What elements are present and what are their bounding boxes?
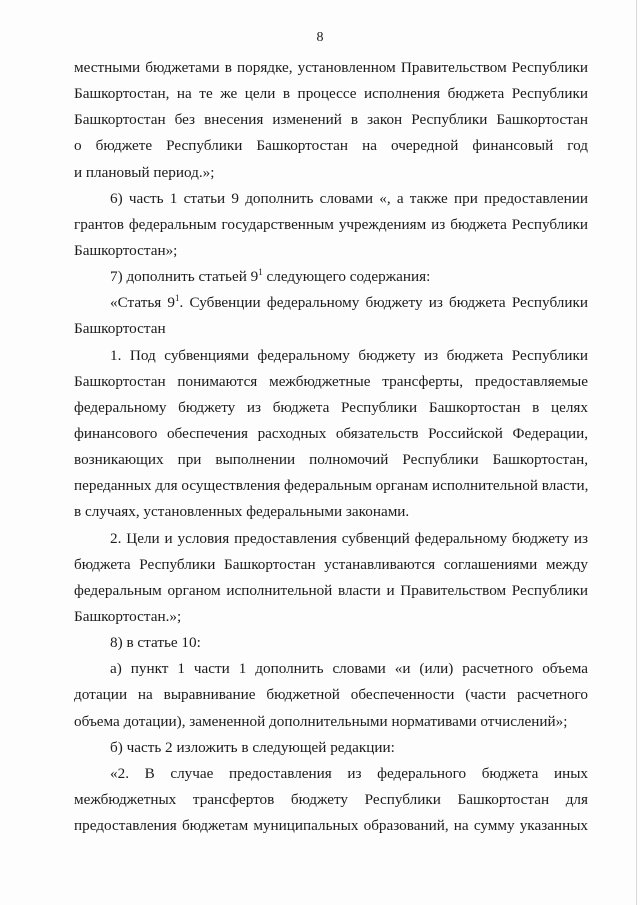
line-text: финансового обеспечения расходных обязательств Российской Федерации, [74,424,588,442]
text-line [74,369,588,395]
line-text: 2. Цели и условия предоставления субвенций федеральному бюджету из [110,529,588,547]
line-text: в случаях, установленных федеральными законами. [74,503,410,521]
text-line [74,81,588,107]
line-text: объема дотации), замененной дополнительными нормативами отчислений»; [74,712,568,730]
line-text: 6) часть 1 статьи 9 дополнить словами «, а также при предоставлении [110,189,588,207]
line-text: 1. Под субвенциями федеральному бюджету из бюджета Республики [110,346,588,364]
text-line [74,212,588,238]
line-text: Башкортостан.»; [74,607,182,625]
line-text: а) пункт 1 части 1 дополнить словами «и (или) расчетного объема [110,660,588,678]
superscript: 1 [175,293,180,304]
text-line [74,578,588,604]
line-text: грантов федеральным государственным учреждениям из бюджета Республики [74,215,588,233]
line-text: «Статья 9 [110,294,176,312]
line-text: местными бюджетами в порядке, установленном Правительством Республики [74,59,588,76]
superscript: 1 [258,267,263,278]
line-text-continued: следующего содержания: [262,268,431,286]
text-line [74,264,588,290]
line-text: переданных для осуществления федеральным органам исполнительной власти, [74,477,589,495]
page-edge [636,0,637,905]
document-body [74,55,588,839]
text-line [74,473,588,499]
text-line [74,552,588,578]
text-line [74,343,588,369]
text-line [74,238,588,264]
line-text: Башкортостан без внесения изменений в закон Республики Башкортостан [74,111,588,129]
text-line [74,186,588,212]
line-text: 8) в статье 10: [110,634,201,652]
line-text: дотации на выравнивание бюджетной обеспеченности (части расчетного [74,686,588,704]
line-text: предоставления бюджетам муниципальных образований, на сумму указанных [74,817,588,835]
text-line [74,447,588,473]
page-number: 8 [316,30,324,45]
line-text: межбюджетных трансфертов бюджету Республики Башкортостан для [74,790,588,808]
text-line [74,395,588,421]
text-line [74,709,588,735]
line-text: и плановый период.»; [74,163,215,181]
line-text: «2. В случае предоставления из федерального бюджета иных [110,764,588,782]
text-line [74,787,588,813]
text-line [74,656,588,682]
line-text: Башкортостан»; [74,241,178,259]
text-line [74,107,588,133]
text-line [74,735,588,761]
text-line [74,316,588,342]
text-line [74,604,588,630]
text-line [74,761,588,787]
line-text: федеральному бюджету из бюджета Республики Башкортостан в целях [74,398,588,416]
text-line [74,133,588,159]
line-text: возникающих при выполнении полномочий Республики Башкортостан, [74,451,588,469]
line-text: о бюджете Республики Башкортостан на очередной финансовый год [74,137,588,155]
text-line [74,290,588,316]
text-line [74,813,588,839]
line-text: Башкортостан [74,320,166,338]
text-line [74,499,588,525]
line-text-continued: . Субвенции федеральному бюджету из бюджета Республики [179,294,589,312]
text-line [74,160,588,186]
line-text: 7) дополнить статьей 9 [110,268,259,286]
text-line [74,55,588,81]
line-text: б) часть 2 изложить в следующей редакции: [110,738,395,756]
text-line [74,421,588,447]
text-line [74,630,588,656]
line-text: Башкортостан, на те же цели в процессе исполнения бюджета Республики [74,85,588,103]
text-line [74,526,588,552]
line-text: федеральным органом исполнительной власти и Правительством Республики [74,581,588,599]
line-text: Башкортостан понимаются межбюджетные трансферты, предоставляемые [74,372,588,390]
text-line [74,682,588,708]
line-text: бюджета Республики Башкортостан устанавливаются соглашениями между [74,555,588,573]
